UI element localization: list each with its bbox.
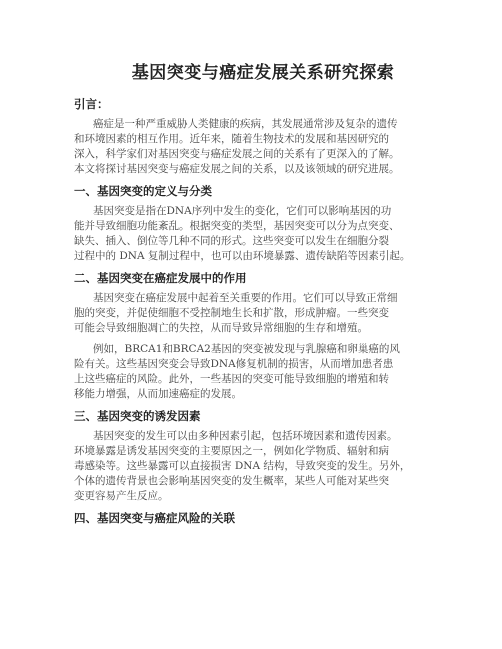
section-3-paragraph <box>74 429 452 504</box>
section-2-paragraph-1 <box>74 291 452 336</box>
intro-heading: 引言： <box>74 97 109 111</box>
paragraph-line: 过程中的 DNA 复制过程中，也可以由环境暴露、遗传缺陷等因素引起。 <box>74 250 411 262</box>
section-1-paragraph <box>74 204 452 264</box>
document-title: 基因突变与癌症发展关系研究探索 <box>131 63 395 83</box>
paragraph-line: 基因突变是指在DNA序列中发生的变化，它们可以影响基因的功 <box>93 205 392 217</box>
paragraph-line: 环境暴露是诱发基因突变的主要原因之一，例如化学物质、辐射和病 <box>74 445 389 457</box>
paragraph-line: 个体的遗传背景也会影响基因突变的发生概率，某些人可能对某些突 <box>74 475 389 487</box>
paragraph-line: 基因突变在癌症发展中起着至关重要的作用。它们可以导致正常细 <box>93 292 398 304</box>
section-2-heading: 二、基因突变在癌症发展中的作用 <box>74 271 247 285</box>
paragraph-line: 毒感染等。这些暴露可以直接损害 DNA 结构，导致突变的发生。另外， <box>74 460 411 472</box>
paragraph-line: 可能会导致细胞凋亡的失控，从而导致异常细胞的生存和增殖。 <box>74 322 368 334</box>
paragraph-line: 能并导致细胞功能紊乱。根据突变的类型，基因突变可以分为点突变、 <box>74 220 400 232</box>
section-1-heading: 一、基因突变的定义与分类 <box>74 184 212 198</box>
section-2-paragraph-2 <box>74 342 452 402</box>
intro-line: 癌症是一种严重威胁人类健康的疾病，其发展通常涉及复杂的遗传 <box>93 118 398 130</box>
intro-line: 和环境因素的相互作用。近年来，随着生物技术的发展和基因研究的 <box>74 133 389 145</box>
paragraph-line: 险有关。这些基因突变会导致DNA修复机制的损害，从而增加患者患 <box>74 358 394 370</box>
intro-paragraph <box>74 117 452 177</box>
paragraph-line: 例如，BRCA1和BRCA2基因的突变被发现与乳腺癌和卵巢癌的风 <box>93 343 400 355</box>
intro-line: 深入，科学家们对基因突变与癌症发展之间的关系有了更深入的了解。 <box>74 148 400 160</box>
paragraph-line: 变更容易产生反应。 <box>74 490 169 502</box>
section-3-heading: 三、基因突变的诱发因素 <box>74 409 201 423</box>
paragraph-line: 缺失、插入、倒位等几种不同的形式。这些突变可以发生在细胞分裂 <box>74 235 389 247</box>
paragraph-line: 基因突变的发生可以由多种因素引起，包括环境因素和遗传因素。 <box>93 430 398 442</box>
paragraph-line: 上这些癌症的风险。此外，一些基因的突变可能导致细胞的增殖和转 <box>74 373 389 385</box>
paragraph-line: 移能力增强，从而加速癌症的发展。 <box>74 388 242 400</box>
paragraph-line: 胞的突变，并促使细胞不受控制地生长和扩散，形成肿瘤。一些突变 <box>74 307 389 319</box>
intro-line: 本文将探讨基因突变与癌症发展之间的关系，以及该领域的研究进展。 <box>74 163 400 175</box>
section-4-heading: 四、基因突变与癌症风险的关联 <box>74 511 235 525</box>
